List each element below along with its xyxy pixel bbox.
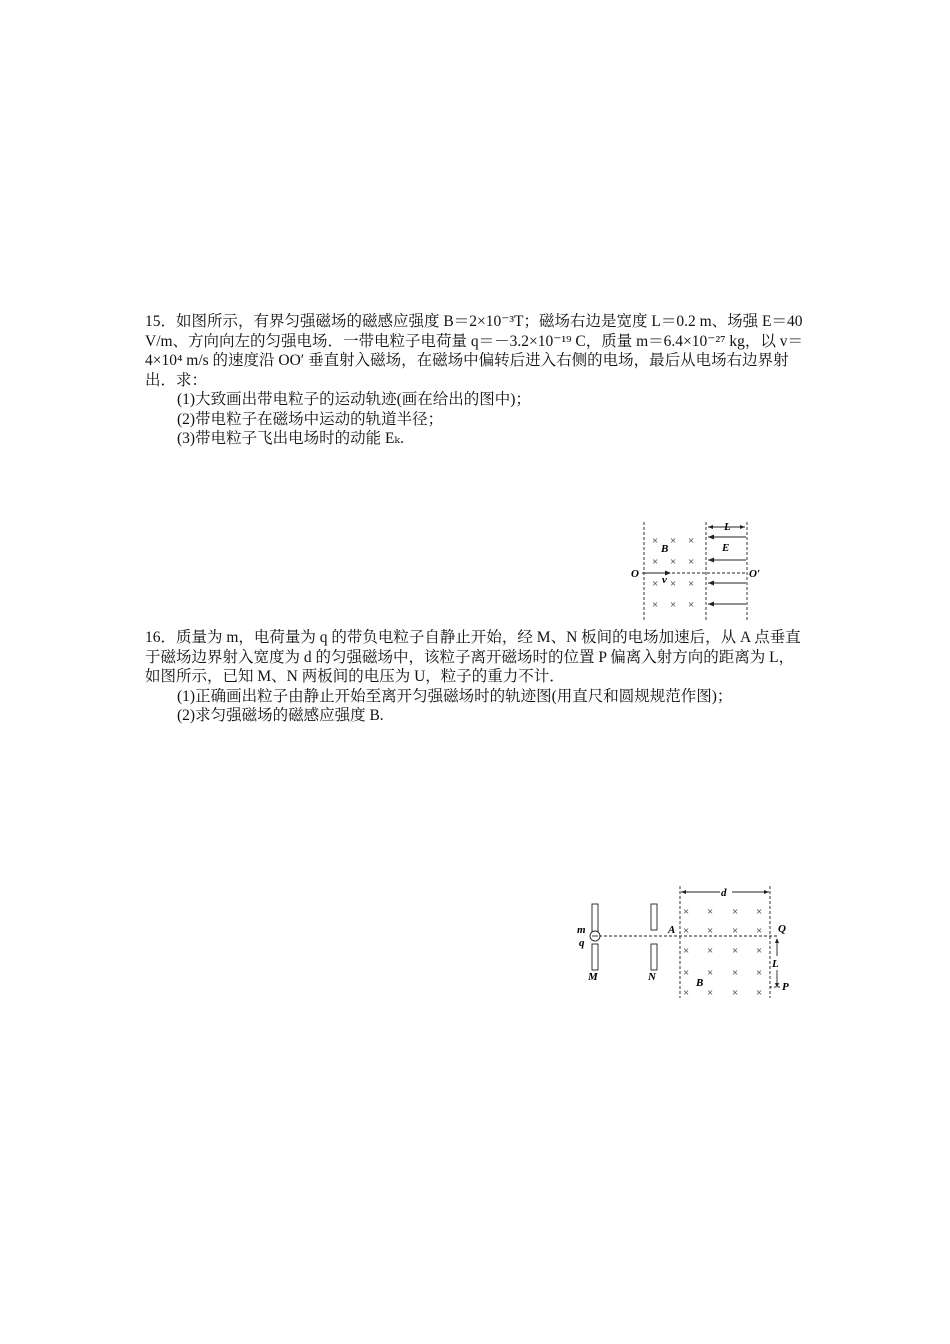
q16-cross: × [707,906,714,918]
q16-cross: × [683,945,690,957]
q15-item-2: (2)带电粒子在磁场中运动的轨道半径； [177,410,444,428]
question-16 [145,628,807,726]
q15-label-v: v [662,574,667,586]
question-15 [145,312,807,449]
q16-cross: × [683,925,690,937]
q15-paragraph: 15．如图所示，有界匀强磁场的磁感应强度 B＝2×10⁻³T；磁场右边是宽度 L＝0.2 m、场强 E＝40 V/m、方向向左的匀强电场．一带电粒子电荷量 q＝－3.2×10⁻¹⁹ C，质量 m＝6.4×10⁻²⁷ kg，以 v＝4×10⁴ m/s 的速度沿 OO′ 垂直射入磁场，在磁场中偏转后进入右侧的电场，最后从电场右边界射出．求： [145,313,804,389]
q15-label-O: O [631,568,639,580]
q16-cross: × [756,967,763,979]
q16-item-2: (2)求匀强磁场的磁感应强度 B. [177,707,384,724]
q16-cross: × [707,967,714,979]
q16-label-m: m [577,924,586,936]
q16-cross: × [756,925,763,937]
q15-cross: × [670,556,677,568]
q16-label-B: B [696,977,704,989]
q16-label-N: N [648,971,656,983]
q15-label-L: L [724,521,731,533]
q16-label-A: A [668,924,676,936]
q15-cross: × [688,578,695,590]
q15-cross: × [670,535,677,547]
q15-figure [628,518,768,624]
q16-cross: × [732,925,739,937]
q16-magnetic-crosses [683,906,762,999]
q16-cross: × [683,906,690,918]
q15-label-E: E [722,542,730,554]
q15-cross: × [670,599,677,611]
q16-cross: × [756,987,763,999]
q15-cross: × [688,535,695,547]
q16-cross: × [707,925,714,937]
q16-paragraph: 16．质量为 m，电荷量为 q 的带负电粒子自静止开始，经 M、N 板间的电场加速后，从 A 点垂直于磁场边界射入宽度为 d 的匀强磁场中，该粒子离开磁场时的位置 P 偏离入射方向的距离为 L，如图所示，已知 M、N 两板间的电压为 U，粒子的重力不计． [145,629,801,685]
q16-figure [572,884,794,1000]
q16-label-q: q [579,937,585,949]
q15-item-3: (3)带电粒子飞出电场时的动能 Eₖ. [177,430,404,447]
q16-cross: × [756,906,763,918]
q16-item-1: (1)正确画出粒子由静止开始至离开匀强磁场时的轨迹图(用直尺和圆规规范作图)； [177,687,733,705]
q15-cross: × [652,578,659,590]
q16-label-d: d [721,887,727,899]
q15-cross: × [652,599,659,611]
q16-cross: × [732,906,739,918]
q15-cross: × [652,535,659,547]
q16-label-P: P [782,981,789,993]
q15-cross: × [652,556,659,568]
q15-item-1: (1)大致画出带电粒子的运动轨迹(画在给出的图中)； [177,391,531,408]
q16-cross: × [707,987,714,999]
q16-cross: × [732,945,739,957]
q15-cross: × [688,599,695,611]
q16-label-L: L [772,958,779,970]
q16-label-M: M [588,971,598,983]
q15-label-O-prime: O′ [749,568,761,580]
q16-cross: × [732,967,739,979]
q15-cross: × [688,556,695,568]
q16-label-Q: Q [778,923,786,935]
q16-cross: × [756,945,763,957]
q16-cross: × [683,987,690,999]
q15-label-B: B [661,543,669,555]
q16-cross: × [707,945,714,957]
q16-cross: × [732,987,739,999]
q15-cross: × [670,578,677,590]
q16-cross: × [683,967,690,979]
